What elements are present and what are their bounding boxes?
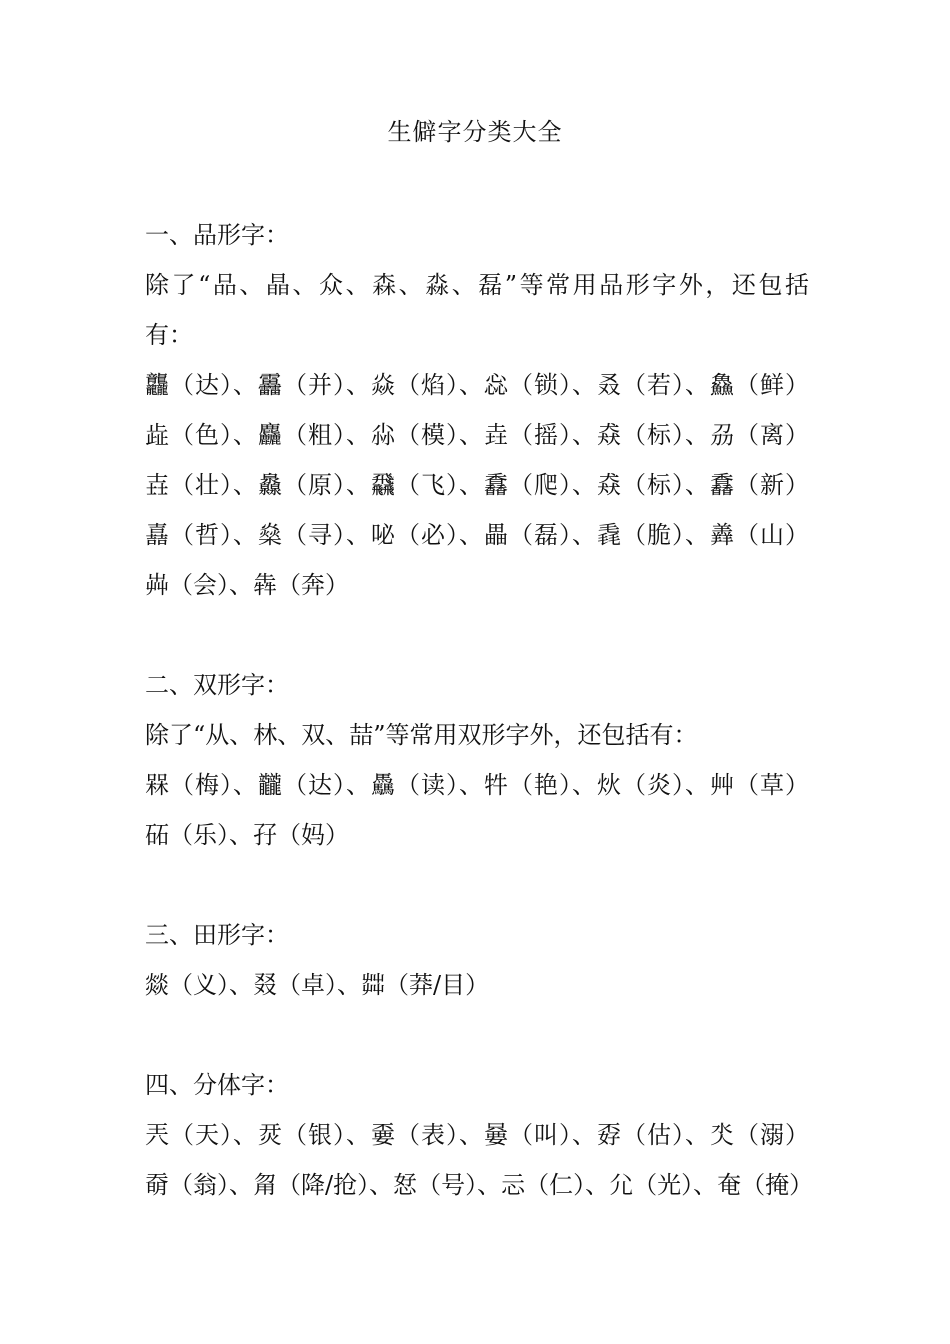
- blank-line: [145, 860, 809, 910]
- section-heading: 四、分体字：: [145, 1071, 289, 1099]
- section-item-line: 砳（乐）、孖（妈）: [145, 821, 349, 849]
- page-title: 生僻字分类大全: [387, 118, 563, 146]
- blank-line: [145, 610, 809, 660]
- section-heading: 三、田形字：: [145, 921, 289, 949]
- section-item-line: 歮（色）、麤（粗）、尛（模）、垚（摇）、猋（标）、刕（离）: [145, 421, 809, 449]
- section-item-line: 奣（翁）、甮（降/抢）、恏（号）、忈（仁）、尣（光）、奄（掩）: [145, 1171, 814, 1199]
- section-item-line: 兲（天）、烎（银）、嫑（表）、嘦（叫）、孬（估）、氼（溺）: [145, 1121, 809, 1149]
- section-item-line: 壵（壮）、灥（原）、飝（飞）、馫（爬）、猋（标）、馫（新）: [145, 471, 809, 499]
- blank-line: [145, 1010, 809, 1060]
- section-item-line: 芔（会）、犇（奔）: [145, 571, 349, 599]
- section-heading: 一、品形字：: [145, 221, 289, 249]
- section-item-line: 嚞（哲）、燊（寻）、咇（必）、畾（磊）、毳（脆）、羴（山）: [145, 521, 809, 549]
- section-item-line: 龘（达）、靐（并）、焱（焰）、惢（锁）、叒（若）、鱻（鲜）: [145, 371, 809, 399]
- document-body: [145, 210, 814, 1210]
- section-heading: 二、双形字：: [145, 671, 289, 699]
- section-intro-line: 除了“从、林、双、喆”等常用双形字外，还包括有：: [145, 721, 698, 749]
- section-item-line: 槑（梅）、龖（达）、驫（读）、牪（艳）、炏（炎）、艸（草）: [145, 771, 809, 799]
- section-item-line: 燚（义）、叕（卓）、茻（莽/目）: [145, 971, 490, 999]
- section-intro-line: 除了“品、晶、众、森、淼、磊”等常用品形字外，还包括: [145, 271, 809, 299]
- section-intro-line: 有：: [145, 321, 193, 349]
